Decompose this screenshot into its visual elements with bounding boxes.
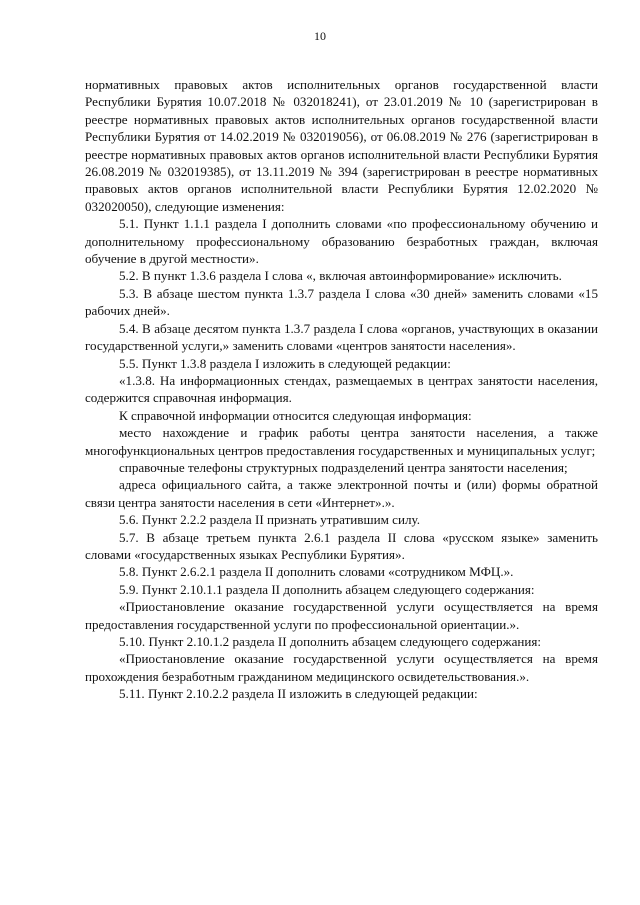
paragraph-suspension-medical: «Приостановление оказание государственной услуги осуществляется на время прохождения безработным гражданином медицинского освидетельствования.». [85, 651, 598, 684]
paragraph-5-5: 5.5. Пункт 1.3.8 раздела I изложить в следующей редакции: [119, 355, 451, 371]
paragraph-5-6: 5.6. Пункт 2.2.2 раздела II признать утратившим силу. [119, 512, 421, 528]
paragraph-5-8: 5.8. Пункт 2.6.2.1 раздела II дополнить словами «сотрудником МФЦ.». [119, 564, 514, 580]
document-body [85, 76, 598, 703]
paragraph-reference-info: К справочной информации относится следующая информация: [119, 407, 472, 423]
paragraph-location-schedule: место нахождение и график работы центра занятости населения, а также многофункциональных центров предоставления государственных и муниципальных услуг; [85, 425, 598, 458]
paragraph-5-1: 5.1. Пункт 1.1.1 раздела I дополнить словами «по профессиональному обучению и дополнительному профессиональному образованию безработных граждан, включая обучение в другой местности». [85, 216, 598, 267]
paragraph-suspension-orientation: «Приостановление оказание государственной услуги осуществляется на время предоставления государственной услуги по профессиональной ориентации.». [85, 599, 598, 632]
paragraph-5-4: 5.4. В абзаце десятом пункта 1.3.7 раздела I слова «органов, участвующих в оказании государственной услуги,» заменить словами «центров занятости населения». [85, 320, 598, 354]
paragraph-5-9: 5.9. Пункт 2.10.1.1 раздела II дополнить абзацем следующего содержания: [119, 581, 535, 597]
paragraph-5-2: 5.2. В пункт 1.3.6 раздела I слова «, включая автоинформирование» исключить. [119, 268, 562, 284]
paragraph-5-11: 5.11. Пункт 2.10.2.2 раздела II изложить в следующей редакции: [119, 686, 478, 702]
paragraph-phones: справочные телефоны структурных подразделений центра занятости населения; [119, 459, 568, 475]
paragraph-website-email: адреса официального сайта, а также электронной почты и (или) формы обратной связи центра занятости населения в сети «Интернет».». [85, 477, 598, 510]
paragraph-5-3: 5.3. В абзаце шестом пункта 1.3.7 раздела I слова «30 дней» заменить словами «15 рабочих дней». [85, 285, 598, 319]
paragraph-intro-continuation: нормативных правовых актов исполнительных органов государственной власти Республики Бурятия 10.07.2018 № 032018241), от 23.01.2019 № 10 (зарегистрирован в реестре нормативных правовых актов исполнительных органов государственной власти Республики Бурятия от 14.02.2019 № 032019056), от 06.08.2019 № 276 (зарегистрирован в реестре нормативных правовых актов органов исполнительной власти Республики Бурятия 26.08.2019 № 032019385), от 13.11.2019 № 394 (зарегистрирован в реестре нормативных правовых актов органов исполнительной власти Республики Бурятия 12.02.2020 № 032020050), следующие изменения: [85, 77, 598, 214]
paragraph-1-3-8: «1.3.8. На информационных стендах, размещаемых в центрах занятости населения, содержится справочная информация. [85, 372, 598, 406]
paragraph-5-7: 5.7. В абзаце третьем пункта 2.6.1 раздела II слова «русском языке» заменить словами «государственных языках Республики Бурятия». [85, 529, 598, 562]
paragraph-5-10: 5.10. Пункт 2.10.1.2 раздела II дополнить абзацем следующего содержания: [119, 634, 542, 649]
page-number: 10 [314, 29, 326, 43]
